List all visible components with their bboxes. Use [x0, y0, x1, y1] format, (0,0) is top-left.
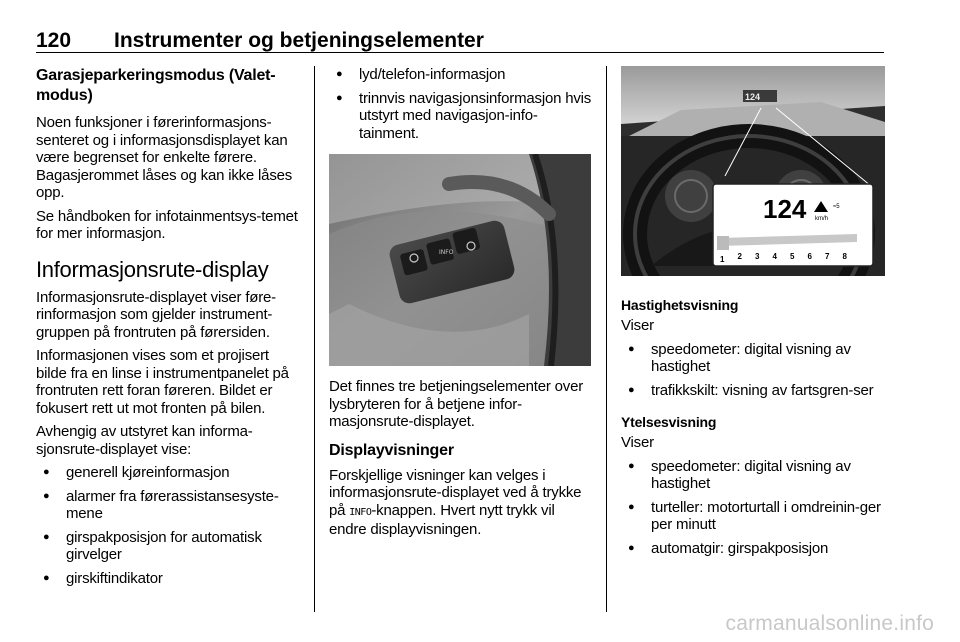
control-switch-photo — [329, 154, 591, 366]
list-item: ● trafikkskilt: visning av fartsgren-ser — [621, 382, 887, 400]
steering-wheel-hud-illustration — [621, 66, 885, 276]
display-views-paragraph: Forskjellige visninger kan velges i informasjonsrute-displayet ved å trykke på INFO-knappen. Hvert nytt trykk vil endre displayvisningen. — [329, 466, 582, 538]
page-header — [36, 28, 884, 53]
list-item: ● girspakposisjon for automatisk girvelger — [36, 529, 302, 564]
list-item: ● girskiftindikator — [36, 570, 302, 588]
column-divider — [606, 66, 607, 612]
list-item: ● speedometer: digital visning av hastighet — [621, 341, 887, 376]
rpm-mark: 3 — [755, 252, 760, 261]
valet-heading: Garasjeparkeringsmodus (Valet-modus) — [36, 67, 276, 104]
hud-speed-small: 124 — [745, 92, 761, 102]
hud-paragraph-1: Informasjonsrute-displayet viser føre-rinformasjon som gjelder instrument-gruppen på frontruten på førersiden. — [36, 288, 276, 341]
light-switch-illustration — [329, 154, 591, 366]
performance-view-list — [621, 458, 887, 558]
hud-unit: km/h — [815, 216, 829, 222]
page-number: 120 — [36, 29, 72, 52]
hud-paragraph-3: Avhengig av utstyret kan informa-sjonsrute-displayet vise: — [36, 423, 253, 458]
hud-speed-large: 124 — [763, 194, 807, 224]
list-item: ● lyd/telefon-informasjon — [329, 66, 593, 84]
list-item: ● alarmer fra førerassistansesyste-mene — [36, 488, 302, 523]
rpm-mark: 4 — [772, 252, 777, 261]
hud-photo — [621, 66, 885, 276]
hud-heading: Informasjonsrute-display — [36, 256, 269, 282]
column-right — [621, 66, 887, 563]
performance-view-label: Viser — [621, 434, 654, 451]
list-item: ● trinnvis navigasjonsinformasjon hvis utstyrt med navigasjon-info-tainment. — [329, 90, 593, 143]
valet-paragraph-2: Se håndboken for infotainmentsys-temet for mer informasjon. — [36, 207, 298, 242]
watermark: carmanualsonline.info — [725, 612, 934, 635]
display-views-heading: Displayvisninger — [329, 441, 454, 459]
column-divider — [314, 66, 315, 612]
rpm-mark: 7 — [825, 252, 830, 261]
hud-content-list — [36, 464, 302, 587]
hud-paragraph-2: Informasjonen vises som et projisert bilde fra en linse i instrumentpanelet på frontruten rett foran føreren. Bildet er fokusert rett ut mot fronten på bilen. — [36, 347, 289, 417]
list-item: ● turteller: motorturtall i omdreinin-ger per minutt — [621, 499, 887, 534]
column-left — [36, 66, 302, 593]
speed-view-label: Viser — [621, 317, 654, 334]
hud-limit: ≈5 — [833, 204, 840, 210]
valet-paragraph-1: Noen funksjoner i førerinformasjons-senteret og i informasjonsdisplayet kan være begrenset for enkelte førere. Bagasjerommet låses og kan ikke låses opp. — [36, 114, 293, 201]
rpm-mark: 8 — [842, 252, 847, 261]
speed-view-heading: Hastighetsvisning — [621, 297, 739, 313]
speed-view-list — [621, 341, 887, 400]
rpm-mark: 5 — [790, 252, 795, 261]
rpm-mark: 6 — [807, 252, 812, 261]
svg-text:INFO: INFO — [439, 249, 454, 256]
chapter-title: Instrumenter og betjeningselementer — [114, 29, 484, 52]
rpm-mark: 2 — [737, 252, 742, 261]
column-middle — [329, 66, 593, 545]
info-key-label: INFO — [349, 506, 372, 518]
controls-paragraph: Det finnes tre betjeningselementer over lysbryteren for å betjene infor-masjonsrute-displayet. — [329, 378, 584, 430]
hud-content-list-cont — [329, 66, 593, 142]
list-item: ● generell kjøreinformasjon — [36, 464, 302, 482]
list-item: ● speedometer: digital visning av hastighet — [621, 458, 887, 493]
performance-view-heading: Ytelsesvisning — [621, 414, 717, 430]
rpm-mark: 1 — [720, 255, 725, 264]
list-item: ● automatgir: girspakposisjon — [621, 540, 887, 558]
